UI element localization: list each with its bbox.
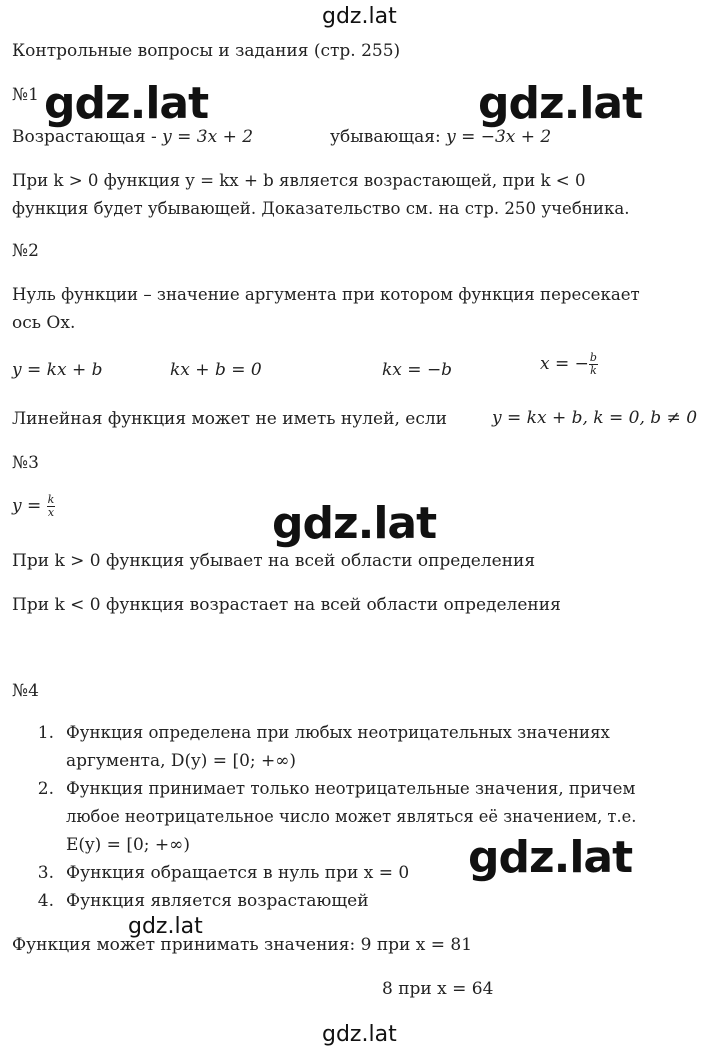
q3-equation [12, 494, 55, 519]
list-item [0, 722, 720, 778]
watermark-top: gdz.lat [322, 4, 397, 29]
question-3-label: №3 [12, 453, 39, 473]
q1-paragraph-line-2: функция будет убывающей. Доказательство см. на стр. 250 учебника. [12, 199, 630, 218]
list-item [0, 890, 720, 918]
list-item-line-1: Функция является возрастающей [66, 891, 369, 911]
q2-equation-2: kx + b = 0 [170, 360, 262, 380]
fraction-denominator: x [47, 506, 55, 519]
page-title: Контрольные вопросы и задания (стр. 255) [12, 41, 401, 61]
list-item [0, 862, 720, 890]
question-2-label: №2 [12, 241, 39, 261]
q1-decreasing-label: убывающая: [330, 127, 447, 147]
q3-line-2: При k < 0 функция возрастает на всей области определения [12, 595, 561, 615]
q1-increasing-label: Возрастающая - [12, 127, 163, 147]
list-item-number: 2. [37, 779, 54, 799]
q1-increasing-equation: y = 3x + 2 [162, 127, 254, 147]
q1-paragraph-line-1: При k > 0 функция y = kx + b является возрастающей, при k < 0 [12, 171, 586, 190]
q2-no-zero-equation: y = kx + b, k = 0, b ≠ 0 [492, 408, 698, 428]
list-item-line-1: Функция обращается в нуль при x = 0 [66, 863, 410, 883]
q2-definition-line-1: Нуль функции – значение аргумента при котором функция пересекает [12, 285, 640, 304]
list-item-line-3: E(y) = [0; +∞) [66, 835, 190, 855]
watermark-large: gdz.lat [478, 78, 643, 129]
fraction-numerator: k [47, 493, 55, 506]
q1-decreasing-line [330, 126, 551, 148]
question-1-label: №1 [12, 85, 39, 105]
q2-equation-4-prefix: x = − [540, 354, 589, 374]
list-item-line-1: Функция определена при любых неотрицательных значениях [66, 723, 610, 742]
watermark-bottom: gdz.lat [322, 1022, 397, 1047]
watermark-large: gdz.lat [272, 498, 437, 549]
q2-equation-4 [540, 352, 598, 377]
list-item-line-1: Функция принимает только неотрицательные значения, причем [66, 779, 636, 798]
list-item-line-2: аргумента, D(y) = [0; +∞) [66, 751, 297, 771]
fraction-numerator: b [589, 351, 597, 364]
watermark-large: gdz.lat [468, 832, 633, 883]
q4-values-line-2: 8 при x = 64 [382, 979, 494, 999]
list-item-number: 1. [37, 723, 54, 743]
q3-line-1: При k > 0 функция убывает на всей области определения [12, 551, 536, 571]
fraction [589, 352, 598, 377]
q2-no-zero-text: Линейная функция может не иметь нулей, если [12, 409, 447, 429]
list-item [0, 778, 720, 862]
watermark-large: gdz.lat [44, 78, 209, 129]
q1-increasing-line [12, 126, 253, 148]
list-item-number: 4. [37, 891, 54, 911]
question-4-label: №4 [12, 681, 39, 701]
fraction-denominator: k [590, 364, 597, 377]
q3-equation-prefix: y = [12, 496, 47, 516]
list-item-line-2: любое неотрицательное число может являться её значением, т.е. [66, 807, 637, 826]
list-item-number: 3. [37, 863, 54, 883]
q4-values-line-1: Функция может принимать значения: 9 при x = 81 [12, 935, 473, 955]
q1-decreasing-equation: y = −3x + 2 [446, 127, 552, 147]
q2-equation-1: y = kx + b [12, 360, 103, 380]
q2-definition-line-2: ось Ox. [12, 313, 76, 333]
q2-equation-3: kx = −b [382, 360, 453, 380]
watermark-small: gdz.lat [128, 914, 203, 939]
fraction [47, 494, 56, 519]
